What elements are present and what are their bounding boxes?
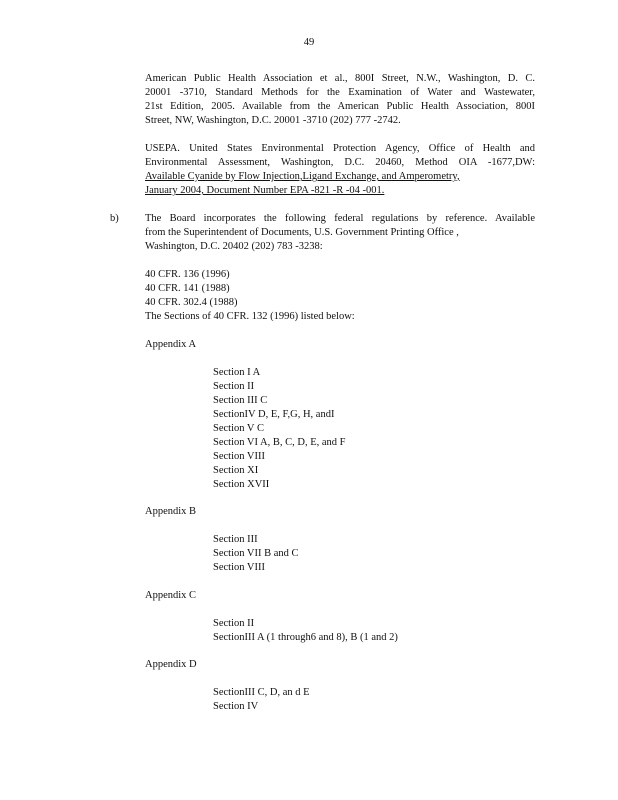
appendix-c-section: Section II xyxy=(213,618,255,629)
reference-line: 20001 -3710, Standard Methods for the Examination of Water and Wastewater, xyxy=(145,87,535,98)
cfr-item: 40 CFR. 141 (1988) xyxy=(145,283,230,294)
appendix-c-section: SectionIII A (1 through6 and 8), B (1 and 2) xyxy=(213,632,398,643)
appendix-a-section: SectionIV D, E, F,G, H, andI xyxy=(213,409,335,420)
subsection-b-paragraph xyxy=(145,212,535,254)
appendix-d-label: Appendix D xyxy=(145,659,197,670)
appendix-a-section: Section III C xyxy=(213,395,268,406)
subsection-marker: b) xyxy=(110,213,119,224)
reference-usepa xyxy=(145,142,535,198)
appendix-a-section: Section VI A, B, C, D, E, and F xyxy=(213,437,346,448)
appendix-d-section: Section IV xyxy=(213,701,259,712)
appendix-a-section: Section XI xyxy=(213,465,259,476)
appendix-b-section: Section III xyxy=(213,534,258,545)
appendix-a-section: Section V C xyxy=(213,423,264,434)
appendix-a-label: Appendix A xyxy=(145,339,197,350)
paragraph-line: from the Superintendent of Documents, U.S. Government Printing Office , xyxy=(145,227,459,238)
appendix-a-section: Section I A xyxy=(213,367,261,378)
appendix-a-section: Section XVII xyxy=(213,479,270,490)
page-number: 49 xyxy=(303,37,315,48)
reference-line: January 2004, Document Number EPA -821 -R -04 -001. xyxy=(145,185,385,196)
cfr-item: The Sections of 40 CFR. 132 (1996) listed below: xyxy=(145,311,355,322)
cfr-item: 40 CFR. 302.4 (1988) xyxy=(145,297,238,308)
reference-line: USEPA. United States Environmental Protection Agency, Office of Health and xyxy=(145,143,535,154)
paragraph-line: Washington, D.C. 20402 (202) 783 -3238: xyxy=(145,241,323,252)
cfr-item: 40 CFR. 136 (1996) xyxy=(145,269,230,280)
reference-line: Street, NW, Washington, D.C. 20001 -3710 (202) 777 -2742. xyxy=(145,115,401,126)
appendix-b-label: Appendix B xyxy=(145,506,197,517)
reference-line: 21st Edition, 2005. Available from the American Public Health Association, 800I xyxy=(145,101,535,112)
appendix-b-section: Section VII B and C xyxy=(213,548,299,559)
reference-line: Available Cyanide by Flow Injection,Ligand Exchange, and Amperometry, xyxy=(145,171,460,182)
appendix-b-section: Section VIII xyxy=(213,562,266,573)
reference-line: American Public Health Association et al., 800I Street, N.W., Washington, D. C. xyxy=(145,73,535,84)
appendix-c-label: Appendix C xyxy=(145,590,197,601)
paragraph-line: The Board incorporates the following federal regulations by reference. Available xyxy=(145,213,535,224)
reference-apha xyxy=(145,72,535,128)
appendix-a-section: Section VIII xyxy=(213,451,266,462)
reference-line: Environmental Assessment, Washington, D.C. 20460, Method OIA -1677,DW: xyxy=(145,157,535,168)
appendix-a-section: Section II xyxy=(213,381,255,392)
appendix-d-section: SectionIII C, D, an d E xyxy=(213,687,310,698)
